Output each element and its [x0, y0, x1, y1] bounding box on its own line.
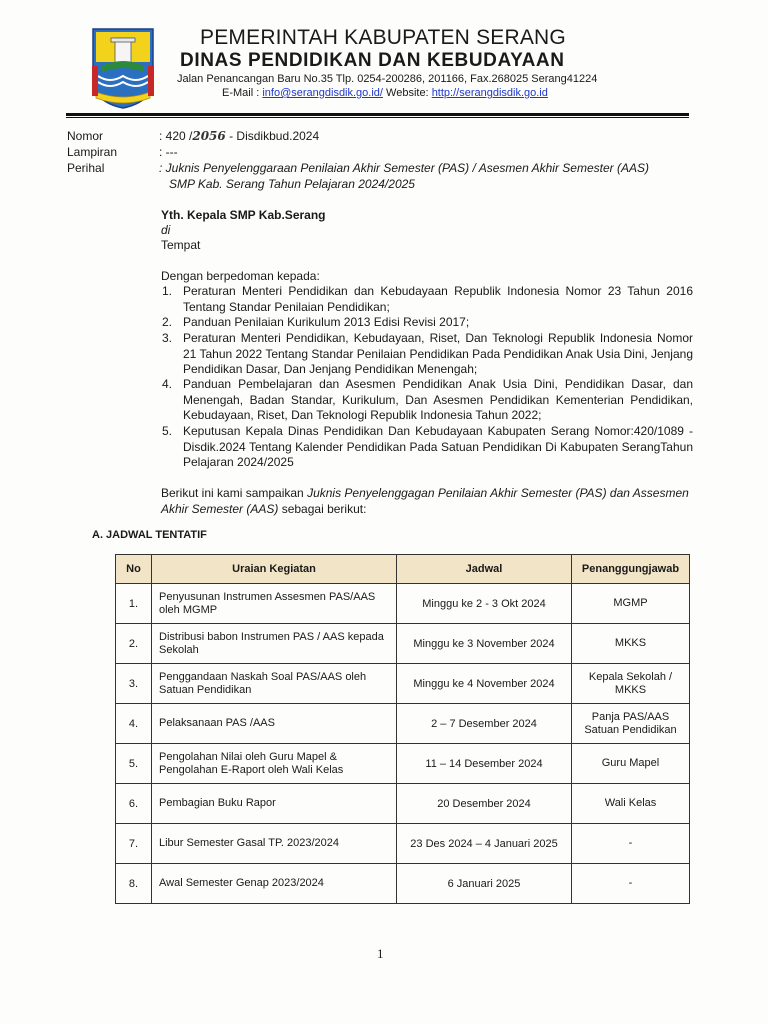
closing-text-a: Berikut ini kami sampaikan — [161, 486, 308, 500]
perihal-line-1: : Juknis Penyelenggaraan Penilaian Akhir Semester (PAS) / Asesmen Akhir Semester (AAS) — [159, 161, 649, 175]
letterhead-divider — [66, 113, 689, 116]
cell-no: 2. — [116, 624, 152, 664]
letterhead-contact — [222, 87, 548, 99]
lampiran-value: : --- — [159, 145, 178, 159]
cell-no: 5. — [116, 744, 152, 784]
header-no: No — [116, 555, 152, 584]
list-item: Panduan Pembelajaran dan Asesmen Pendidikan Anak Usia Dini, Pendidikan Dasar, dan Menengah, Badan Standar, Kurikulum, Dan Asesmen Pendidikan Kementerian Pendidikan, Kebudayaan, Riset, Dan Teknologi Republik Indonesia Tahun 2022; — [183, 377, 693, 423]
cell-pj: - — [572, 824, 690, 864]
cell-jadwal: 20 Desember 2024 — [397, 784, 572, 824]
cell-pj: Guru Mapel — [572, 744, 690, 784]
email-label: E-Mail : — [222, 87, 263, 99]
list-item: Keputusan Kepala Dinas Pendidikan Dan Kebudayaan Kabupaten Serang Nomor:420/1089 - Disdik.2024 Tentang Kalender Pendidikan Pada Satuan Pendidikan Di Kabupaten SerangTahun Pelajaran 2024/2025 — [183, 424, 693, 470]
cell-uraian: Libur Semester Gasal TP. 2023/2024 — [152, 824, 397, 864]
website-link[interactable]: http://serangdisdik.go.id — [431, 87, 548, 99]
list-item: Peraturan Menteri Pendidikan dan Kebudayaan Republik Indonesia Nomor 23 Tahun 2016 Tentang Standar Penilaian Pendidikan; — [183, 284, 693, 314]
cell-no: 7. — [116, 824, 152, 864]
cell-jadwal: 6 Januari 2025 — [397, 864, 572, 904]
schedule-table — [115, 554, 690, 904]
list-item-number: 4. — [162, 377, 173, 391]
cell-uraian: Penyusunan Instrumen Assesmen PAS/AAS oleh MGMP — [152, 584, 397, 624]
cell-jadwal: 11 – 14 Desember 2024 — [397, 744, 572, 784]
cell-pj: MGMP — [572, 584, 690, 624]
nomor-label: Nomor — [67, 129, 104, 143]
nomor-prefix: : 420 / — [159, 129, 193, 143]
perihal-label: Perihal — [67, 161, 105, 175]
addressee-di: di — [161, 223, 171, 237]
kabupaten-serang-emblem-icon — [90, 26, 156, 110]
cell-pj: Kepala Sekolah / MKKS — [572, 664, 690, 704]
cell-pj: Wali Kelas — [572, 784, 690, 824]
list-item: Peraturan Menteri Pendidikan, Kebudayaan, Riset, Dan Teknologi Republik Indonesia Nomor 21 Tahun 2022 Tentang Standar Penilaian Pendidikan Pada Pendidikan Anak Usia Dini, Jenjang Pendidikan Dasar, Dan Jenjang Pendidikan Menengah; — [183, 331, 693, 377]
list-item-number: 5. — [162, 424, 173, 438]
email-link[interactable]: info@serangdisdik.go.id/ — [262, 87, 383, 99]
table-row — [116, 824, 690, 864]
cell-uraian: Pelaksanaan PAS /AAS — [152, 704, 397, 744]
cell-no: 1. — [116, 584, 152, 624]
list-item-number: 1. — [162, 284, 173, 298]
cell-pj: MKKS — [572, 624, 690, 664]
cell-jadwal: Minggu ke 3 November 2024 — [397, 624, 572, 664]
list-item-number: 3. — [162, 331, 173, 345]
cell-jadwal: Minggu ke 4 November 2024 — [397, 664, 572, 704]
cell-uraian: Distribusi babon Instrumen PAS / AAS kepada Sekolah — [152, 624, 397, 664]
cell-jadwal: 2 – 7 Desember 2024 — [397, 704, 572, 744]
cell-no: 3. — [116, 664, 152, 704]
list-item: Panduan Penilaian Kurikulum 2013 Edisi Revisi 2017; — [183, 315, 470, 329]
cell-pj: Panja PAS/AAS Satuan Pendidikan — [572, 704, 690, 744]
cell-no: 8. — [116, 864, 152, 904]
intro-text: Dengan berpedoman kepada: — [161, 269, 320, 283]
letterhead-divider-thin — [66, 117, 689, 118]
list-item-number: 2. — [162, 315, 173, 329]
nomor-suffix: - Disdikbud.2024 — [225, 129, 320, 143]
cell-uraian: Pembagian Buku Rapor — [152, 784, 397, 824]
table-row — [116, 664, 690, 704]
header-uraian: Uraian Kegiatan — [152, 555, 397, 584]
page-number: 1 — [377, 946, 384, 961]
cell-uraian: Penggandaan Naskah Soal PAS/AAS oleh Satuan Pendidikan — [152, 664, 397, 704]
website-label: Website: — [382, 87, 432, 99]
table-row — [116, 744, 690, 784]
letterhead-address: Jalan Penancangan Baru No.35 Tlp. 0254-200286, 201166, Fax.268025 Serang41224 — [177, 73, 598, 85]
nomor-handwritten: 2056 — [192, 129, 226, 143]
header-jadwal: Jadwal — [397, 555, 572, 584]
table-row — [116, 784, 690, 824]
cell-jadwal: 23 Des 2024 – 4 Januari 2025 — [397, 824, 572, 864]
closing-paragraph — [161, 485, 691, 517]
letterhead-government-title: PEMERINTAH KABUPATEN SERANG — [200, 26, 566, 49]
closing-text-b: Juknis Penyelenggagan Penilaian Akhir Semester (PAS) dan Assesmen Akhir Semester (AAS) — [161, 486, 689, 516]
table-header-row — [116, 555, 690, 584]
addressee: Yth. Kepala SMP Kab.Serang — [161, 208, 326, 222]
table-row — [116, 864, 690, 904]
addressee-tempat: Tempat — [161, 238, 201, 252]
table-row — [116, 584, 690, 624]
cell-no: 4. — [116, 704, 152, 744]
letterhead-agency-title: DINAS PENDIDIKAN DAN KEBUDAYAAN — [180, 50, 565, 71]
nomor-value — [159, 129, 319, 143]
perihal-line-2: SMP Kab. Serang Tahun Pelajaran 2024/2025 — [169, 177, 415, 191]
cell-uraian: Pengolahan Nilai oleh Guru Mapel & Pengolahan E-Raport oleh Wali Kelas — [152, 744, 397, 784]
header-penanggungjawab: Penanggungjawab — [572, 555, 690, 584]
closing-text-c: sebagai berikut: — [278, 502, 367, 516]
cell-no: 6. — [116, 784, 152, 824]
cell-jadwal: Minggu ke 2 - 3 Okt 2024 — [397, 584, 572, 624]
lampiran-label: Lampiran — [67, 145, 118, 159]
cell-pj: - — [572, 864, 690, 904]
table-row — [116, 704, 690, 744]
table-row — [116, 624, 690, 664]
cell-uraian: Awal Semester Genap 2023/2024 — [152, 864, 397, 904]
section-a-heading: A. JADWAL TENTATIF — [92, 529, 207, 541]
